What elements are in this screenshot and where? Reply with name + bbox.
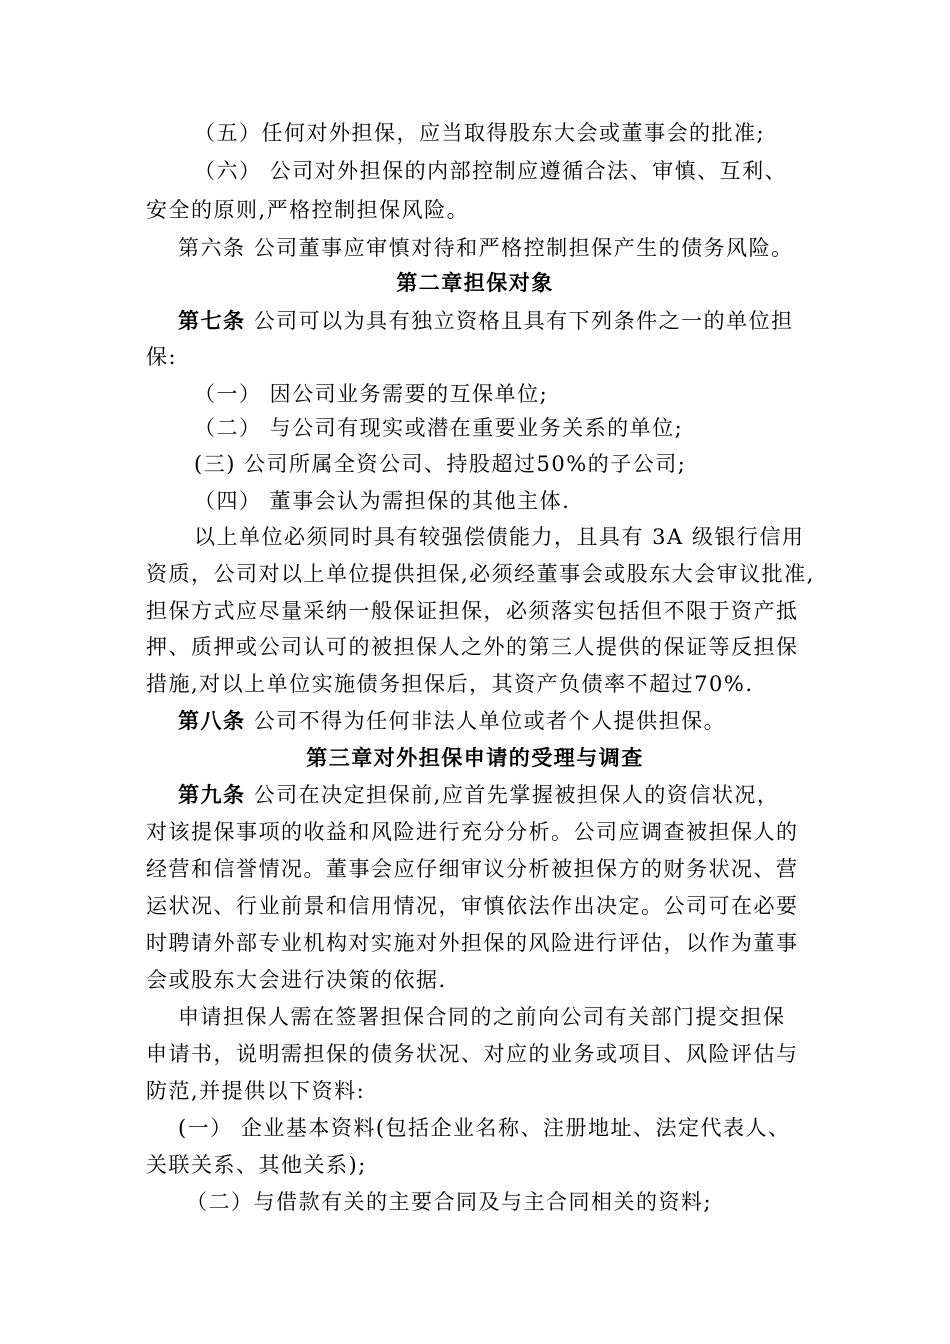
text-line: （二）与借款有关的主要合同及与主合同相关的资料; [186, 1190, 713, 1214]
chapter-3-heading: 第三章对外担保申请的受理与调查 [306, 746, 644, 770]
article-8-line [178, 707, 726, 735]
text-line: 押、质押或公司认可的被担保人之外的第三人提供的保证等反担保 [146, 635, 799, 659]
text-line: (三) 公司所属全资公司、持股超过50%的子公司; [194, 452, 687, 476]
text-line: （一） 因公司业务需要的互保单位; [194, 382, 549, 406]
text-line: 第六条 公司董事应审慎对待和严格控制担保产生的债务风险。 [178, 236, 794, 260]
text-line: 资质，公司对以上单位提供担保,必须经董事会或股东大会审议批准, [146, 562, 815, 586]
article-8-label: 第八条 [178, 709, 246, 733]
article-9-line [178, 781, 779, 809]
article-7-line [178, 307, 794, 335]
text-line: 关联关系、其他关系); [146, 1153, 367, 1177]
text-line: （五）任何对外担保，应当取得股东大会或董事会的批准; [194, 121, 766, 145]
article-9-text: 公司在决定担保前,应首先掌握被担保人的资信状况， [245, 783, 780, 807]
text-line: 运状况、行业前景和信用情况，审慎依法作出决定。公司可在必要 [146, 894, 799, 918]
text-line: （二） 与公司有现实或潜在重要业务关系的单位; [194, 416, 684, 440]
text-line: 以上单位必须同时具有较强偿债能力，且具有 3A 级银行信用 [194, 525, 805, 549]
text-line: (一） 企业基本资料(包括企业名称、注册地址、法定代表人、 [178, 1116, 791, 1140]
text-line: 申请担保人需在签署担保合同的之前向公司有关部门提交担保 [178, 1005, 786, 1029]
text-line: （四） 董事会认为需担保的其他主体. [194, 489, 571, 513]
text-line: 申请书，说明需担保的债务状况、对应的业务或项目、风险评估与 [146, 1042, 799, 1066]
text-line: 会或股东大会进行决策的依据. [146, 968, 447, 992]
article-7-text: 公司可以为具有独立资格且具有下列条件之一的单位担 [245, 309, 794, 333]
text-line: 安全的原则,严格控制担保风险。 [146, 198, 470, 222]
article-8-text: 公司不得为任何非法人单位或者个人提供担保。 [245, 709, 727, 733]
text-line: 担保方式应尽量采纳一般保证担保，必须落实包括但不限于资产抵 [146, 599, 799, 623]
text-line: 经营和信誉情况。董事会应仔细审议分析被担保方的财务状况、营 [146, 857, 799, 881]
text-line: （六） 公司对外担保的内部控制应遵循合法、审慎、互利、 [194, 159, 788, 183]
text-line: 防范,并提供以下资料: [146, 1079, 366, 1103]
chapter-2-heading: 第二章担保对象 [396, 271, 554, 295]
article-9-label: 第九条 [178, 783, 246, 807]
text-line: 时聘请外部专业机构对实施对外担保的风险进行评估，以作为董事 [146, 931, 799, 955]
text-line: 保: [146, 345, 178, 369]
text-line: 对该提保事项的收益和风险进行充分分析。公司应调查被担保人的 [146, 820, 799, 844]
text-line: 措施,对以上单位实施债务担保后，其资产负债率不超过70%. [146, 672, 754, 696]
article-7-label: 第七条 [178, 309, 246, 333]
